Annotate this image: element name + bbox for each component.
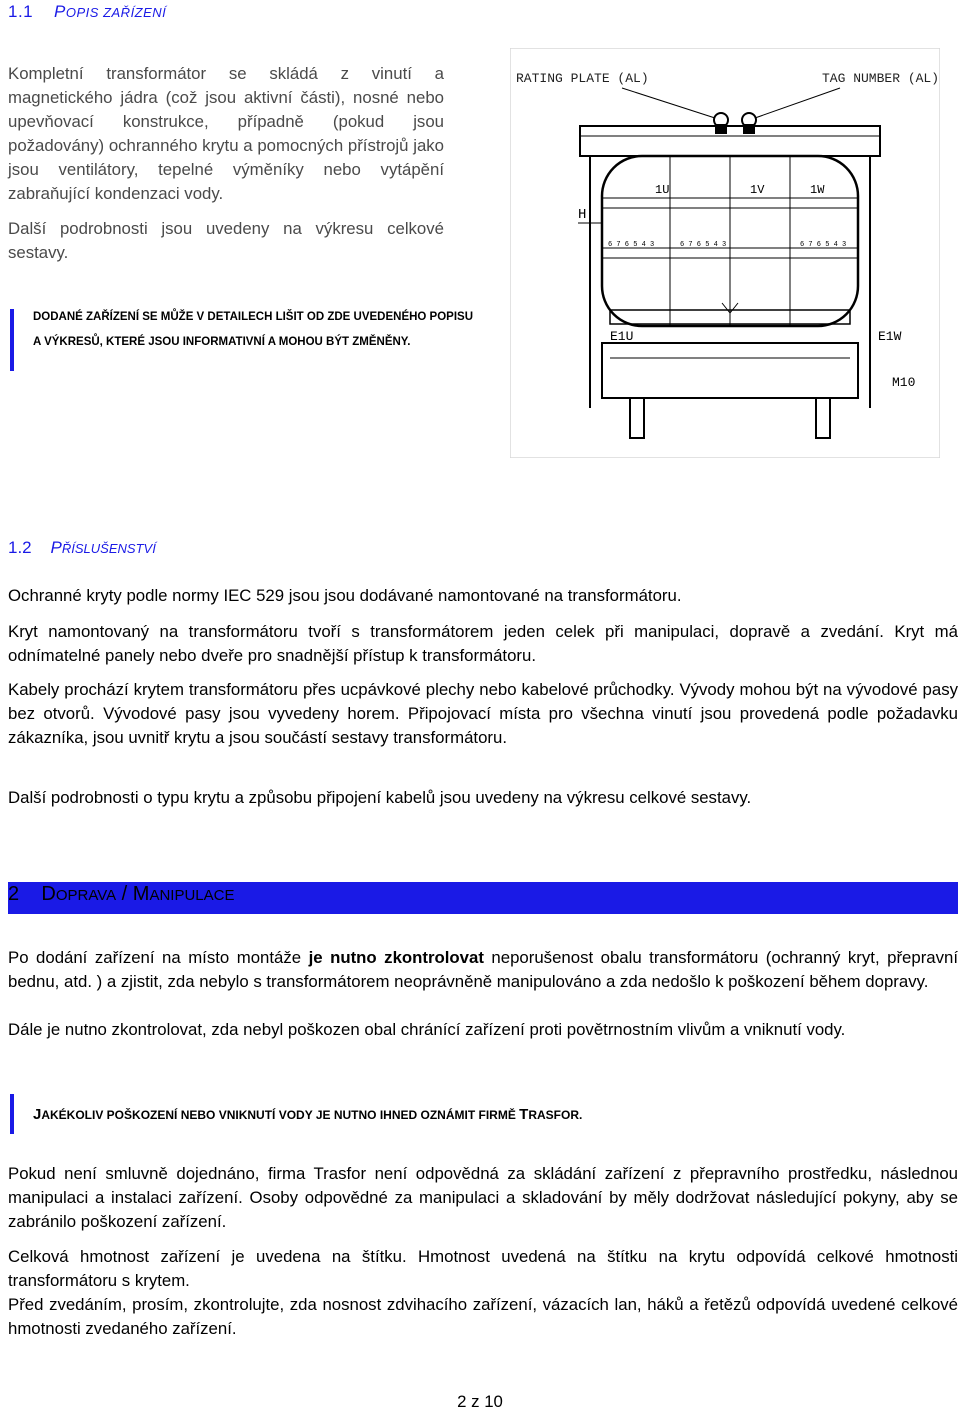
rating-plate-label: RATING PLATE (AL): [516, 71, 649, 86]
warning-note: DODANÉ ZAŘÍZENÍ SE MŮŽE V DETAILECH LIŠIT OD ZDE UVEDENÉHO POPISU A VÝKRESŮ, KTERÉ JSOU INFORMATIVNÍ A MOHOU BÝT ZMĚNĚNY.: [33, 311, 474, 348]
label-1w: 1W: [810, 183, 825, 197]
transformer-drawing: [510, 48, 940, 458]
intro-text: [8, 62, 444, 265]
intro-paragraph-2: Další podrobnosti jsou uvedeny na výkresu celkové sestavy.: [8, 219, 444, 262]
transport-p1: [8, 946, 958, 994]
label-1u: 1U: [655, 183, 670, 197]
section-number: 1.1: [8, 2, 34, 21]
heading-initial: P: [54, 2, 66, 21]
accessories-p3: Kabely prochází krytem transformátoru přes ucpávkové plechy nebo kabelové průchodky. Vývody mohou být na vývodové pasy bez otvorů. Vývodové pasy jsou vyvedeny horem. Připojovací místa pro všechna vinutí jsou provedená podle požadavku zákazníka, jsou uvnitř krytu a jsou součástí sestavy transformátoru.: [8, 680, 958, 747]
heading-rest: ŘÍSLUŠENSTVÍ: [61, 541, 156, 556]
label-1v: 1V: [750, 183, 765, 197]
heading-initial: P: [50, 538, 62, 557]
page-number: 2 z 10: [457, 1392, 503, 1411]
transport-p3: Pokud není smluvně dojednáno, firma Trasfor není odpovědná za skládání zařízení z přepravního prostředku, následnou manipulaci a instalaci zařízení. Osoby odpovědné za manipulaci a skladování by měly dodržovat následující pokyny, aby se zabránilo poškození zařízení.: [8, 1164, 958, 1231]
p1-post: neporušenost obalu transformátoru (ochranný kryt, přepravní bednu, atd. ) a zjistit, zda nebylo s transformátorem neoprávněně manipulováno a zda nedošlo k poškození během dopravy.: [8, 948, 958, 991]
section-heading-popis: [8, 2, 166, 22]
warning-damage: [33, 1106, 582, 1123]
p1-bold: je nutno zkontrolovat: [308, 948, 484, 967]
warning-bar: [10, 309, 14, 371]
accessories-p1: Ochranné kryty podle normy IEC 529 jsou jsou dodávané namontované na transformátoru.: [8, 586, 682, 605]
warning-bar: [10, 1094, 14, 1134]
title-initial-d: D: [41, 883, 56, 905]
transport-p2: Dále je nutno zkontrolovat, zda nebyl poškozen obal chránící zařízení proti povětrnostním vlivům a vniknutí vody.: [8, 1020, 846, 1039]
chapter-title-doprava: [8, 883, 234, 906]
accessories-p2: Kryt namontovaný na transformátoru tvoří s transformátorem jeden celek při manipulaci, dopravě a zvedání. Kryt má odnímatelné panely nebo dveře pro snadnější přístup k transformátoru.: [8, 622, 958, 665]
heading-rest: OPIS ZAŘÍZENÍ: [65, 5, 167, 20]
warning-initial-t: T: [519, 1106, 529, 1123]
warning-initial: J: [33, 1106, 42, 1123]
label-e1u: E1U: [610, 329, 634, 344]
accessories-p4: Další podrobnosti o typu krytu a způsobu připojení kabelů jsou uvedeny na výkresu celkové sestavy.: [8, 788, 752, 807]
transport-p4: Celková hmotnost zařízení je uvedena na štítku. Hmotnost uvedená na štítku na krytu odpovídá celkové hmotnosti transformátoru s krytem.: [8, 1247, 958, 1290]
title-initial-m: M: [132, 883, 150, 905]
label-e1w: E1W: [878, 329, 902, 344]
warning-text: AKÉKOLIV POŠKOZENÍ NEBO VNIKNUTÍ VODY JE NUTNO IHNED OZNÁMIT FIRMĚ: [41, 1108, 520, 1122]
tag-number-label: TAG NUMBER (AL): [822, 71, 940, 86]
warning-end: RASFOR.: [528, 1108, 583, 1122]
title-rest-1: OPRAVA: [55, 887, 117, 904]
tap-digits-right: 6 7 6 5 4 3: [800, 241, 847, 249]
label-m10: M10: [892, 375, 916, 390]
transport-p5: Před zvedáním, prosím, zkontrolujte, zda nosnost zdvihacího zařízení, vázacích lan, háků a řetězů odpovídá uvedené celkové hmotnosti zvedaného zařízení.: [8, 1295, 958, 1338]
section-heading-prislusenstvi: [8, 538, 156, 558]
title-separator: /: [116, 883, 133, 905]
section-number: 1.2: [8, 538, 32, 557]
p1-pre: Po dodání zařízení na místo montáže: [8, 948, 309, 967]
tap-digits-left: 6 7 6 5 4 3: [608, 241, 655, 249]
chapter-number: 2: [8, 883, 20, 905]
title-rest-2: ANIPULACE: [149, 887, 235, 904]
label-h: H: [578, 207, 587, 223]
tap-digits-mid: 6 7 6 5 4 3: [680, 241, 727, 249]
intro-paragraph-1: Kompletní transformátor se skládá z vinutí a magnetického jádra (což jsou aktivní části), nosné nebo upevňovací konstrukce, případně (pokud jsou požadovány) ochranného krytu a pomocných přístrojů jako jsou ventilátory, tepelné výměníky nebo vytápění zabraňující kondenzaci vody.: [8, 64, 444, 203]
